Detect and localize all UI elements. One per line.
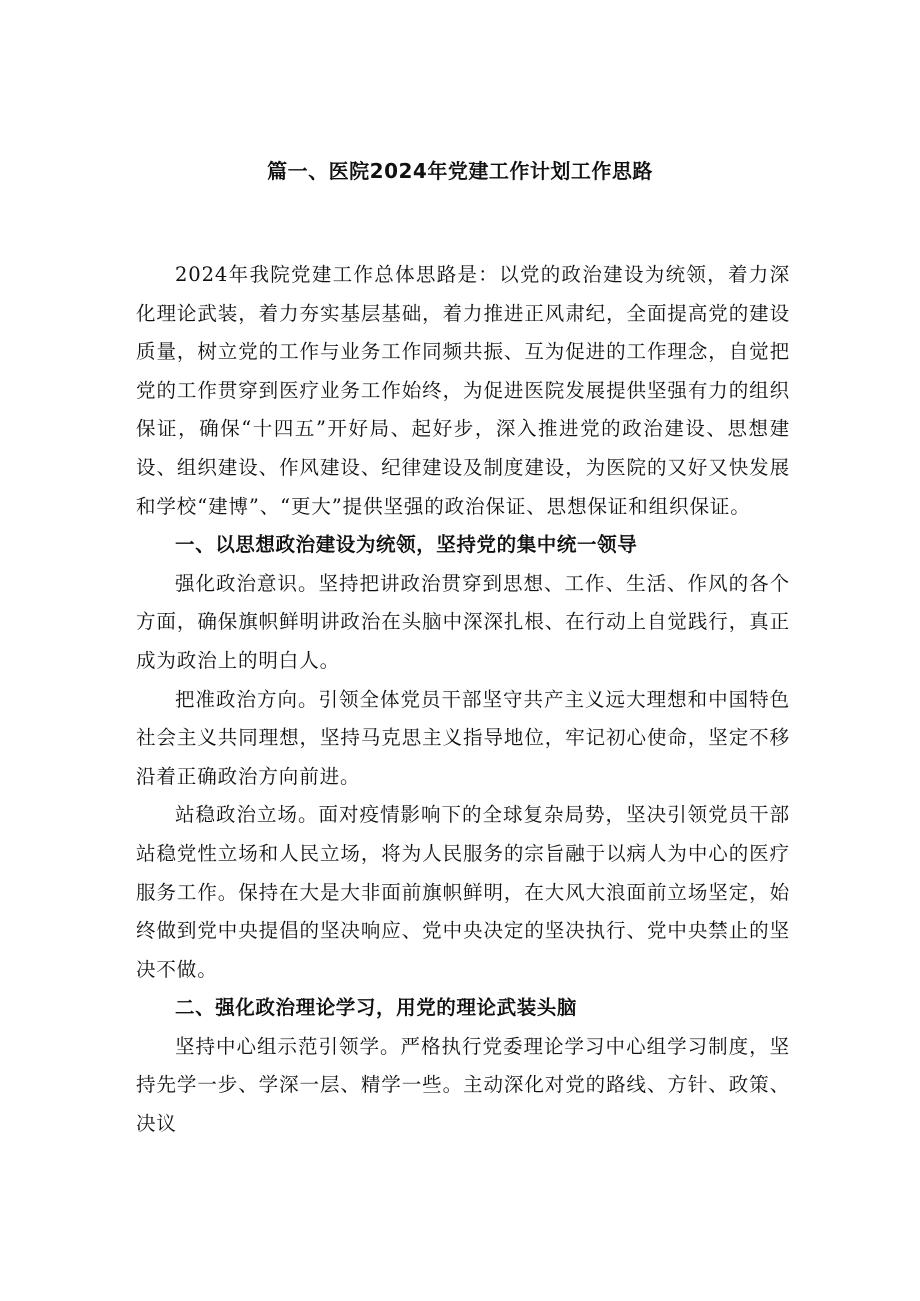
section-heading-1: 一、以思想政治建设为统领，坚持党的集中统一领导 <box>175 533 638 557</box>
section-2-paragraph-1: 坚持中心组示范引领学。严格执行党委理论学习中心组学习制度，坚持先学一步、学深一层、精学一些。主动深化对党的路线、方针、政策、决议 <box>136 1034 790 1136</box>
intro-paragraph: 2024年我院党建工作总体思路是：以党的政治建设为统领，着力深化理论武装，着力夯实基层基础，着力推进正风肃纪，全面提高党的建设质量，树立党的工作与业务工作同频共振、互为促进的工作理念，自觉把党的工作贯穿到医疗业务工作始终，为促进医院发展提供坚强有力的组织保证，确保“十四五”开好局、起好步，深入推进党的政治建设、思想建设、组织建设、作风建设、纪律建设及制度建设，为医院的又好又快发展和学校“建博”、“更大”提供坚强的政治保证、思想保证和组织保证。 <box>136 263 790 518</box>
document-body <box>136 256 790 1144</box>
section-heading-2: 二、强化政治理论学习，用党的理论武装头脑 <box>175 996 578 1020</box>
section-1-paragraph-1: 强化政治意识。坚持把讲政治贯穿到思想、工作、生活、作风的各个方面，确保旗帜鲜明讲政治在头脑中深深扎根、在行动上自觉践行，真正成为政治上的明白人。 <box>136 571 790 672</box>
section-1-paragraph-2: 把准政治方向。引领全体党员干部坚守共产主义远大理想和中国特色社会主义共同理想，坚持马克思主义指导地位，牢记初心使命，坚定不移沿着正确政治方向前进。 <box>136 687 790 788</box>
document-title: 篇一、医院2024年党建工作计划工作思路 <box>267 159 653 183</box>
section-1-paragraph-3: 站稳政治立场。面对疫情影响下的全球复杂局势，坚决引领党员干部站稳党性立场和人民立场，将为人民服务的宗旨融于以病人为中心的医疗服务工作。保持在大是大非面前旗帜鲜明，在大风大浪面前立场坚定，始终做到党中央提倡的坚决响应、党中央决定的坚决执行、党中央禁止的坚决不做。 <box>136 803 790 981</box>
